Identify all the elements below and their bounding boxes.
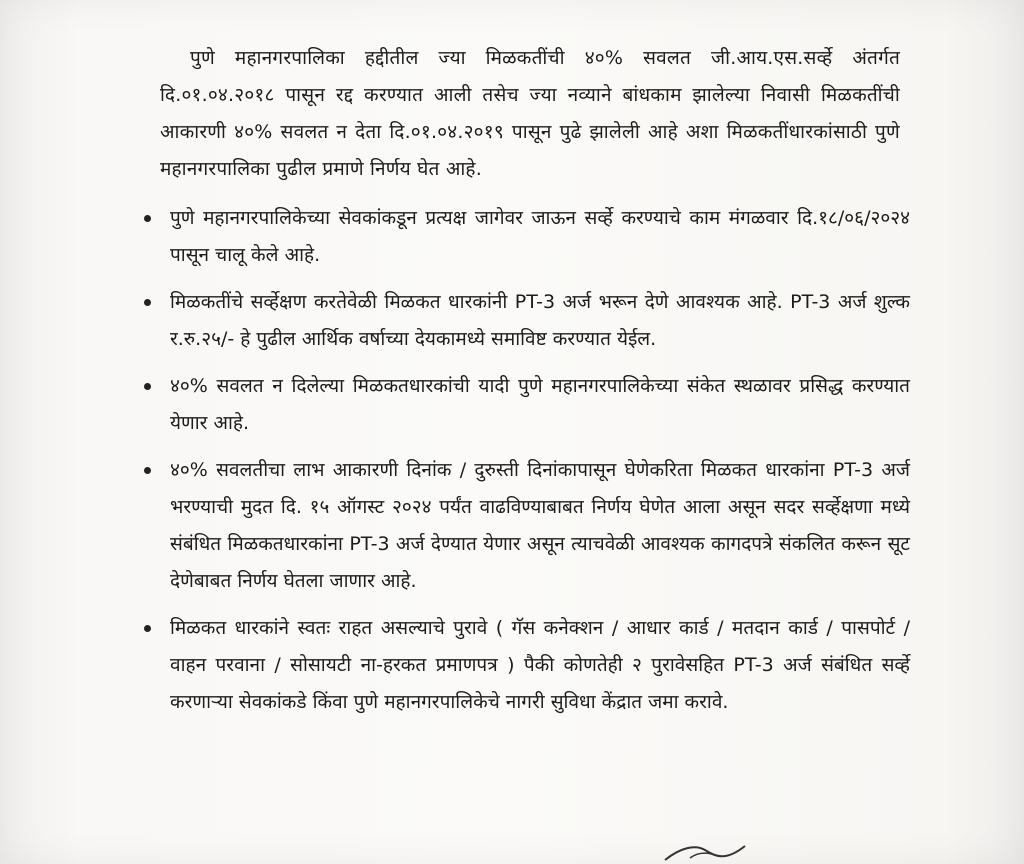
list-item [140, 610, 910, 721]
signature-mark-icon [660, 838, 750, 864]
list-item [140, 200, 910, 274]
bullet-dot-icon [144, 467, 151, 474]
list-item-text: मिळकत धारकांने स्वतः राहत असल्याचे पुरावे ( गॅस कनेक्शन / आधार कार्ड / मतदान कार्ड / पासपोर्ट / वाहन परवाना / सोसायटी ना-हरकत प्रमाणपत्र ) पैकी कोणतेही २ पुरावेसहित PT-3 अर्ज संबंधित सर्व्हे करणाऱ्या सेवकांकडे किंवा पुणे महानगरपालिकेचे नागरी सुविधा केंद्रात जमा करावे. [170, 617, 910, 713]
list-item [140, 368, 910, 442]
bullet-dot-icon [144, 383, 151, 390]
bullet-dot-icon [144, 299, 151, 306]
list-item-text: ४०% सवलतीचा लाभ आकारणी दिनांक / दुरुस्ती दिनांकापासून घेणेकरिता मिळकत धारकांना PT-3 अर्ज भरण्याची मुदत दि. १५ ऑगस्ट २०२४ पर्यंत वाढविण्याबाबत निर्णय घेणेत आला असून सदर सर्व्हेक्षणा मध्ये संबंधित मिळकतधारकांना PT-3 अर्ज देण्यात येणार असून त्याचवेळी आवश्यक कागदपत्रे संकलित करून सूट देणेबाबत निर्णय घेतला जाणार आहे. [170, 459, 910, 592]
list-item-text: मिळकतींचे सर्व्हेक्षण करतेवेळी मिळकत धारकांनी PT-3 अर्ज भरून देणे आवश्यक आहे. PT-3 अर्ज शुल्क र.रु.२५/- हे पुढील आर्थिक वर्षाच्या देयकामध्ये समाविष्ट करण्यात येईल. [170, 291, 910, 350]
bullet-dot-icon [144, 625, 151, 632]
list-item-text: पुणे महानगरपालिकेच्या सेवकांकडून प्रत्यक्ष जागेवर जाऊन सर्व्हे करण्याचे काम मंगळवार दि.१८/०६/२०२४ पासून चालू केले आहे. [170, 207, 910, 266]
bullet-dot-icon [144, 215, 151, 222]
intro-paragraph: पुणे महानगरपालिका हद्दीतील ज्या मिळकतींची ४०% सवलत जी.आय.एस.सर्व्हे अंतर्गत दि.०१.०४.२०१८ पासून रद्द करण्यात आली तसेच ज्या नव्याने बांधकाम झालेल्या निवासी मिळकतींची आकारणी ४०% सवलत न देता दि.०१.०४.२०१९ पासून पुढे झालेली आहे अशा मिळकतींधारकांसाठी पुणे महानगरपालिका पुढील प्रमाणे निर्णय घेत आहे. [160, 47, 900, 180]
decision-list [140, 200, 910, 731]
list-item-text: ४०% सवलत न दिलेल्या मिळकतधारकांची यादी पुणे महानगरपालिकेच्या संकेत स्थळावर प्रसिद्ध करण्यात येणार आहे. [170, 375, 910, 434]
list-item [140, 284, 910, 358]
list-item [140, 452, 910, 600]
